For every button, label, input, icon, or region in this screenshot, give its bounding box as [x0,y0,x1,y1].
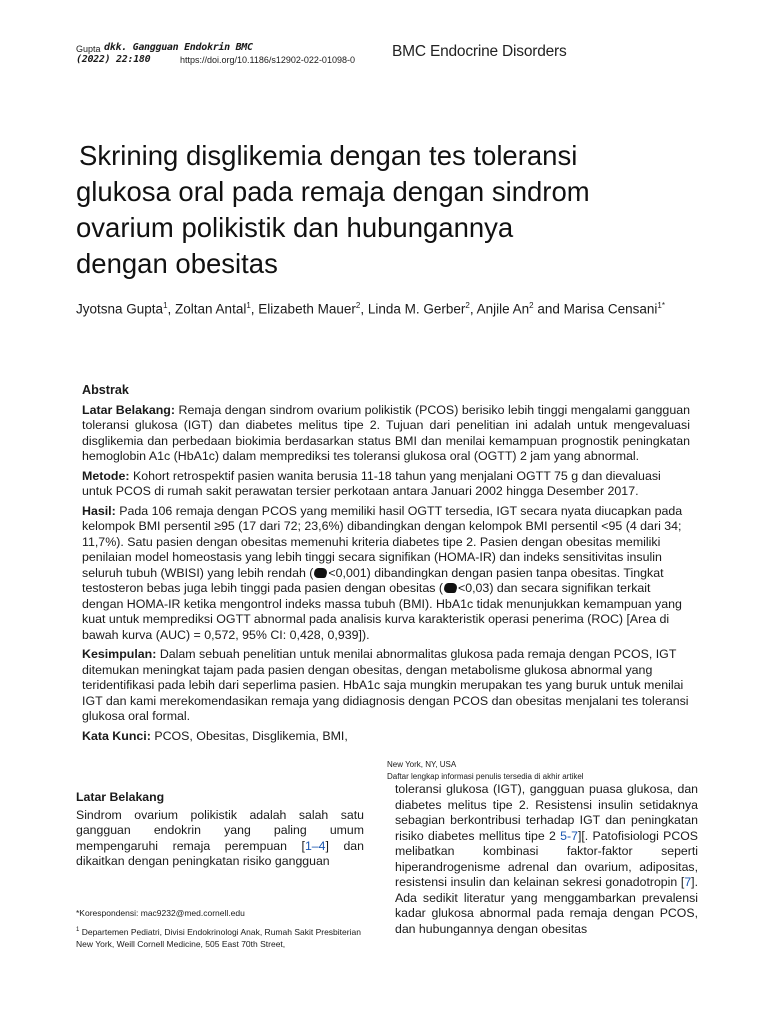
abstract-conclusions: Kesimpulan: Dalam sebuah penelitian untuk menilai abnormalitas glukosa pada remaja dengan PCOS, IGT ditemukan meningkat tajam pada pasien dengan obesitas, dengan metabolisme glukosa abnormal yang teridentifikasi pada lebih dari seperlima pasien. HbA1c saja mungkin merupakan tes yang buruk untuk menilai IGT dan kami merekomendasikan remaja yang didiagnosis dengan PCOS dan obesitas menjalani tes toleransi glukosa oral formal. [82,647,689,723]
body-paragraph: Sindrom ovarium polikistik adalah salah satu gangguan endokrin yang paling umum mempengaruhi remaja perempuan [1–4] dan dikaitkan dengan peningkatan risiko gangguan [76,807,364,868]
abstract-background: Latar Belakang: Remaja dengan sindrom ovarium polikistik (PCOS) berisiko lebih tinggi mengalami gangguan toleransi glukosa (IGT) dan diabetes melitus tipe 2. Tujuan dari penelitian ini adalah untuk mengevaluasi disglikemia dan perbedaan biokimia berdasarkan status BMI dan menilai kemampuan prognostik peningkatan hemoglobin A1c (HbA1c) dalam memprediksi tes toleransi glukosa oral (OGTT) 2 jam yang abnormal. [82,402,690,463]
body-paragraph: toleransi glukosa (IGT), gangguan puasa glukosa, dan diabetes melitus tipe 2. Resistensi insulin setidaknya sebagian berkontribusi terhadap IGT dan peningkatan risiko diabetes mellitus tipe 2 5-7][. Patofisiologi PCOS melibatkan kombinasi faktor-faktor seperti hiperandrogenisme adrenal dan ovarium, adipositas, resistensi insulin dan kelainan sekresi gonadotropin [7]. Ada sedikit literatur yang menggambarkan prevalensi kadar glukosa abnormal pada remaja dengan PCOS, dan hubungannya dengan obesitas [395,782,698,936]
right-column [395,782,698,937]
title-line: Skrining disglikemia dengan tes toleransi [79,140,578,171]
header-citation-line2: (2022) 22:180 [76,54,151,65]
author-list: Jyotsna Gupta$^1$, Zoltan Antal$^1$, Elizabeth Mauer$^2$, Linda M. Gerber$^2$, Anjile An$^2$ and Marisa Censani$^{1*}$ [76,301,665,317]
author-info-note: Daftar lengkap informasi penulis tersedia di akhir artikel [387,772,584,781]
affiliation-city: New York, NY, USA [387,760,457,769]
abstract-heading: Abstrak [82,383,129,397]
abstract-keywords: Kata Kunci: PCOS, Obesitas, Disglikemia, BMI, [82,728,348,743]
title-line: dengan obesitas [76,248,278,279]
header-citation-line1: dkk. Gangguan Endokrin BMC [104,42,253,53]
author-name: Elizabeth Mauer [258,301,356,317]
title-line: glukosa oral pada remaja dengan sindrom [76,176,590,207]
left-column [76,790,364,870]
author-name: Anjile An [476,301,530,317]
abstract-methods: Metode: Kohort retrospektif pasien wanita berusia 11-18 tahun yang menjalani OGTT 75 g dan dievaluasi untuk PCOS di rumah sakit perawatan tersier perkotaan antara Januari 2002 hingga Desember 2017. [82,468,661,498]
article-title [76,138,696,282]
author-name: Linda M. Gerber [367,301,466,317]
citation-link[interactable]: 5-7 [560,828,578,843]
citation-link[interactable]: 7 [684,875,692,889]
author-name: Jyotsna Gupta [76,301,164,317]
p-value-icon [443,583,459,593]
author-name: Marisa Censani [563,301,658,317]
section-heading: Latar Belakang [76,790,165,804]
author-name: Zoltan Antal [175,301,247,317]
abstract-results: Hasil: Pada 106 remaja dengan PCOS yang memiliki hasil OGTT tersedia, IGT secara nyata diucapkan pada kelompok BMI persentil ≥95 (17 dari 72; 23,6%) dibandingkan dengan kelompok BMI persentil <95 (4 dari 34; 11,7%). Satu pasien dengan obesitas memenuhi kriteria diabetes tipe 2. Pasien dengan obesitas memiliki penilaian model homeostasis yang lebih tinggi secara signifikan (HOMA-IR) dan indeks sensitivitas insulin seluruh tubuh (WBISI) yang lebih rendah ( <0,001) dibandingkan dengan pasien tanpa obesitas. Tingkat testosteron bebas juga lebih tinggi pada pasien dengan obesitas ( <0,03) dan secara signifikan terkait dengan HOMA-IR ketika mengontrol indeks massa tubuh (BMI). HbA1c tidak menunjukkan kemampuan yang kuat untuk memprediksi OGTT abnormal pada analisis kurva karakteristik operasi penerima (ROC) [Area di bawah kurva (AUC) = 0,572, 95% CI: 0,428, 0,939]). [82,503,683,642]
p-value-icon [313,568,329,578]
citation-link[interactable]: 1–4 [304,838,326,853]
doi-link[interactable]: https://doi.org/10.1186/s12902-022-01098-0 [180,55,355,65]
affiliation-footnote: $^1$ Departemen Pediatri, Divisi Endokrinologi Anak, Rumah Sakit Presbiterian New York, Weill Cornell Medicine, 505 East 70th Street, [76,926,361,949]
title-line: ovarium polikistik dan hubungannya [76,212,514,243]
header-author: Gupta [76,44,101,54]
correspondence-note: *Korespondensi: mac9232@med.cornell.edu [76,908,245,918]
abstract [82,383,690,744]
journal-name: BMC Endocrine Disorders [392,43,567,60]
